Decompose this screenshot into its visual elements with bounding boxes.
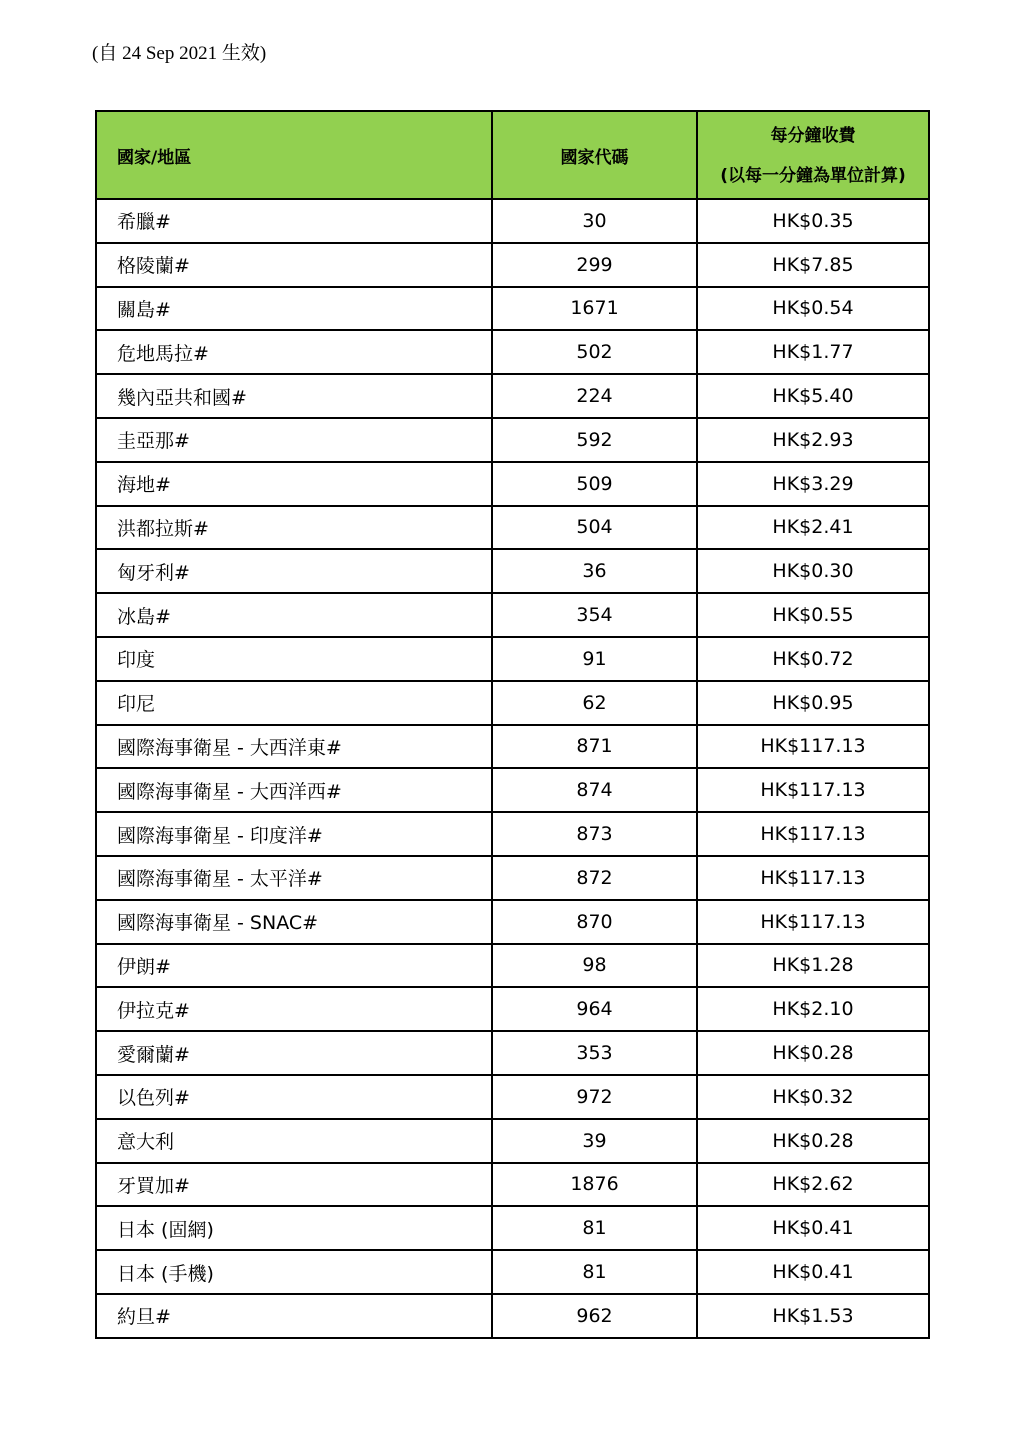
header-rate-title: 每分鐘收費 — [770, 126, 856, 146]
country-cell: 約旦# — [96, 1294, 492, 1338]
header-rate-per-minute — [697, 111, 929, 199]
rate-cell: HK$0.55 — [697, 593, 929, 637]
table-row — [96, 1250, 929, 1294]
table-row — [96, 506, 929, 550]
country-code-cell: 98 — [492, 944, 697, 988]
rate-cell: HK$2.10 — [697, 987, 929, 1031]
country-cell: 印尼 — [96, 681, 492, 725]
rate-cell: HK$0.72 — [697, 637, 929, 681]
table-row — [96, 725, 929, 769]
table-row — [96, 243, 929, 287]
table-row — [96, 812, 929, 856]
country-code-cell: 354 — [492, 593, 697, 637]
rate-cell: HK$2.41 — [697, 506, 929, 550]
rates-table-body — [96, 199, 929, 1338]
country-code-cell: 874 — [492, 768, 697, 812]
country-code-cell: 39 — [492, 1119, 697, 1163]
country-cell: 冰島# — [96, 593, 492, 637]
country-cell: 國際海事衛星 - 大西洋西# — [96, 768, 492, 812]
table-row — [96, 637, 929, 681]
rate-cell: HK$7.85 — [697, 243, 929, 287]
table-row — [96, 900, 929, 944]
table-row — [96, 1031, 929, 1075]
country-cell: 希臘# — [96, 199, 492, 243]
rate-cell: HK$1.53 — [697, 1294, 929, 1338]
rate-cell: HK$0.41 — [697, 1206, 929, 1250]
rate-cell: HK$0.35 — [697, 199, 929, 243]
country-code-cell: 962 — [492, 1294, 697, 1338]
header-country-code: 國家代碼 — [492, 111, 697, 199]
table-row — [96, 330, 929, 374]
country-cell: 國際海事衛星 - 太平洋# — [96, 856, 492, 900]
country-cell: 海地# — [96, 462, 492, 506]
country-code-cell: 299 — [492, 243, 697, 287]
rate-cell: HK$0.41 — [697, 1250, 929, 1294]
rate-cell: HK$2.62 — [697, 1163, 929, 1207]
country-cell: 匈牙利# — [96, 549, 492, 593]
country-code-cell: 972 — [492, 1075, 697, 1119]
country-cell: 圭亞那# — [96, 418, 492, 462]
rates-table-header — [96, 111, 929, 199]
country-code-cell: 509 — [492, 462, 697, 506]
country-code-cell: 36 — [492, 549, 697, 593]
rate-cell: HK$0.28 — [697, 1119, 929, 1163]
table-row — [96, 1075, 929, 1119]
table-row — [96, 1119, 929, 1163]
effective-date-note: (自 24 Sep 2021 生效) — [92, 43, 267, 64]
rate-cell: HK$117.13 — [697, 812, 929, 856]
rates-table — [95, 110, 930, 1339]
table-row — [96, 593, 929, 637]
rate-cell: HK$117.13 — [697, 768, 929, 812]
country-code-cell: 872 — [492, 856, 697, 900]
country-cell: 日本 (固網) — [96, 1206, 492, 1250]
table-row — [96, 768, 929, 812]
country-code-cell: 502 — [492, 330, 697, 374]
rate-cell: HK$0.54 — [697, 287, 929, 331]
rate-cell: HK$3.29 — [697, 462, 929, 506]
rate-cell: HK$0.30 — [697, 549, 929, 593]
rate-cell: HK$0.32 — [697, 1075, 929, 1119]
country-cell: 幾內亞共和國# — [96, 374, 492, 418]
country-cell: 伊朗# — [96, 944, 492, 988]
table-row — [96, 1206, 929, 1250]
country-code-cell: 870 — [492, 900, 697, 944]
table-row — [96, 549, 929, 593]
country-cell: 格陵蘭# — [96, 243, 492, 287]
table-row — [96, 374, 929, 418]
country-cell: 洪都拉斯# — [96, 506, 492, 550]
country-cell: 關島# — [96, 287, 492, 331]
country-code-cell: 224 — [492, 374, 697, 418]
country-cell: 牙買加# — [96, 1163, 492, 1207]
country-cell: 國際海事衛星 - 印度洋# — [96, 812, 492, 856]
country-code-cell: 873 — [492, 812, 697, 856]
country-cell: 國際海事衛星 - 大西洋東# — [96, 725, 492, 769]
country-cell: 危地馬拉# — [96, 330, 492, 374]
country-code-cell: 81 — [492, 1206, 697, 1250]
header-country: 國家/地區 — [96, 111, 492, 199]
country-code-cell: 964 — [492, 987, 697, 1031]
rate-cell: HK$117.13 — [697, 725, 929, 769]
country-cell: 伊拉克# — [96, 987, 492, 1031]
country-cell: 印度 — [96, 637, 492, 681]
table-row — [96, 987, 929, 1031]
country-cell: 日本 (手機) — [96, 1250, 492, 1294]
rate-cell: HK$1.77 — [697, 330, 929, 374]
table-row — [96, 462, 929, 506]
country-code-cell: 1671 — [492, 287, 697, 331]
table-row — [96, 1294, 929, 1338]
country-code-cell: 871 — [492, 725, 697, 769]
country-cell: 國際海事衛星 - SNAC# — [96, 900, 492, 944]
table-row — [96, 944, 929, 988]
country-code-cell: 1876 — [492, 1163, 697, 1207]
rate-cell: HK$2.93 — [697, 418, 929, 462]
table-row — [96, 856, 929, 900]
country-cell: 意大利 — [96, 1119, 492, 1163]
country-cell: 以色列# — [96, 1075, 492, 1119]
country-code-cell: 91 — [492, 637, 697, 681]
country-cell: 愛爾蘭# — [96, 1031, 492, 1075]
rate-cell: HK$0.28 — [697, 1031, 929, 1075]
country-code-cell: 62 — [492, 681, 697, 725]
rate-cell: HK$5.40 — [697, 374, 929, 418]
table-row — [96, 418, 929, 462]
table-row — [96, 681, 929, 725]
header-rate-note: (以每一分鐘為單位計算) — [720, 166, 906, 186]
country-code-cell: 30 — [492, 199, 697, 243]
rate-cell: HK$1.28 — [697, 944, 929, 988]
table-row — [96, 1163, 929, 1207]
rate-cell: HK$117.13 — [697, 900, 929, 944]
rate-cell: HK$117.13 — [697, 856, 929, 900]
country-code-cell: 81 — [492, 1250, 697, 1294]
table-row — [96, 287, 929, 331]
country-code-cell: 353 — [492, 1031, 697, 1075]
rate-cell: HK$0.95 — [697, 681, 929, 725]
table-row — [96, 199, 929, 243]
country-code-cell: 504 — [492, 506, 697, 550]
country-code-cell: 592 — [492, 418, 697, 462]
header-row — [96, 111, 929, 199]
